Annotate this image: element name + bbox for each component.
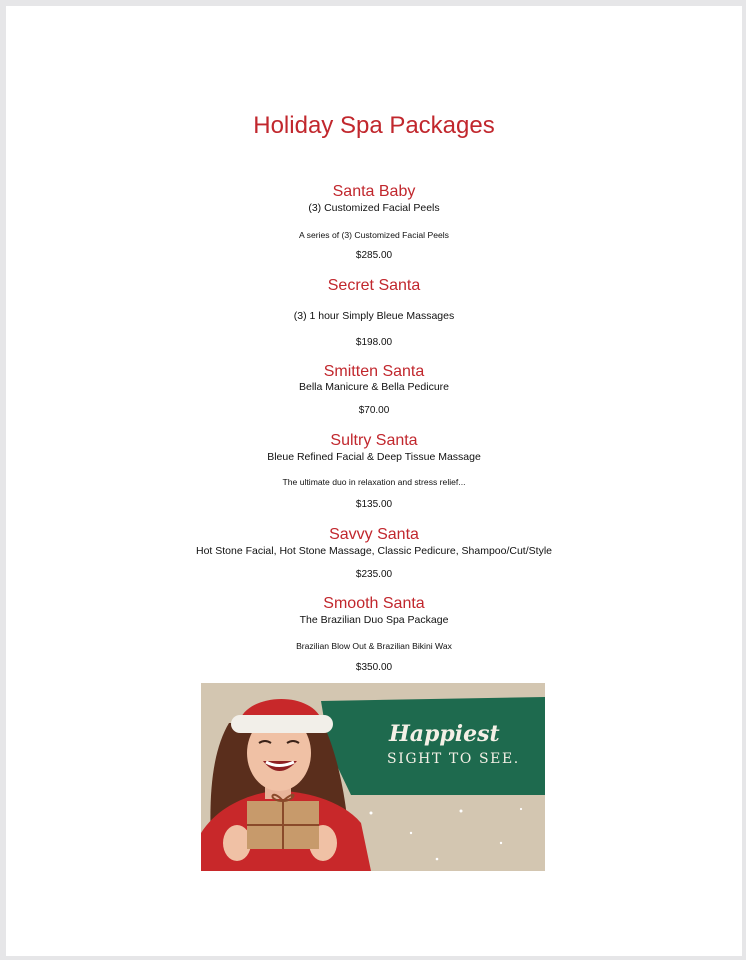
package-price-savvy-santa: $235.00 (355, 569, 393, 580)
package-price-sultry-santa: $135.00 (355, 499, 393, 510)
package-description-smooth-santa: Brazilian Blow Out & Brazilian Bikini Wax (296, 641, 452, 651)
package-price-secret-santa: $198.00 (355, 337, 393, 348)
document-page (6, 6, 742, 956)
package-subtitle-smooth-santa: The Brazilian Duo Spa Package (299, 614, 449, 626)
package-name-savvy-santa: Savvy Santa (329, 526, 419, 543)
page-title: Holiday Spa Packages (253, 112, 495, 139)
package-price-santa-baby: $285.00 (355, 250, 393, 261)
promo-tagline: SIGHT TO SEE. (387, 751, 520, 767)
promo-banner-image (201, 683, 545, 871)
package-subtitle-sultry-santa: Bleue Refined Facial & Deep Tissue Massage (267, 451, 481, 463)
package-description-sultry-santa: The ultimate duo in relaxation and stress relief... (282, 477, 466, 487)
package-name-smooth-santa: Smooth Santa (323, 595, 425, 612)
promo-illustration (201, 683, 545, 871)
package-subtitle-santa-baby: (3) Customized Facial Peels (308, 202, 440, 214)
package-price-smitten-santa: $70.00 (358, 405, 390, 416)
package-description-santa-baby: A series of (3) Customized Facial Peels (299, 230, 449, 240)
promo-headline: Happiest (389, 721, 500, 747)
package-name-secret-santa: Secret Santa (327, 277, 421, 294)
package-name-smitten-santa: Smitten Santa (323, 363, 425, 380)
package-name-santa-baby: Santa Baby (332, 183, 416, 200)
package-subtitle-smitten-santa: Bella Manicure & Bella Pedicure (299, 381, 449, 393)
package-subtitle-savvy-santa: Hot Stone Facial, Hot Stone Massage, Classic Pedicure, Shampoo/Cut/Style (195, 545, 552, 557)
package-price-smooth-santa: $350.00 (355, 662, 393, 673)
package-name-sultry-santa: Sultry Santa (330, 432, 418, 449)
package-subtitle-secret-santa: (3) 1 hour Simply Bleue Massages (293, 310, 455, 322)
